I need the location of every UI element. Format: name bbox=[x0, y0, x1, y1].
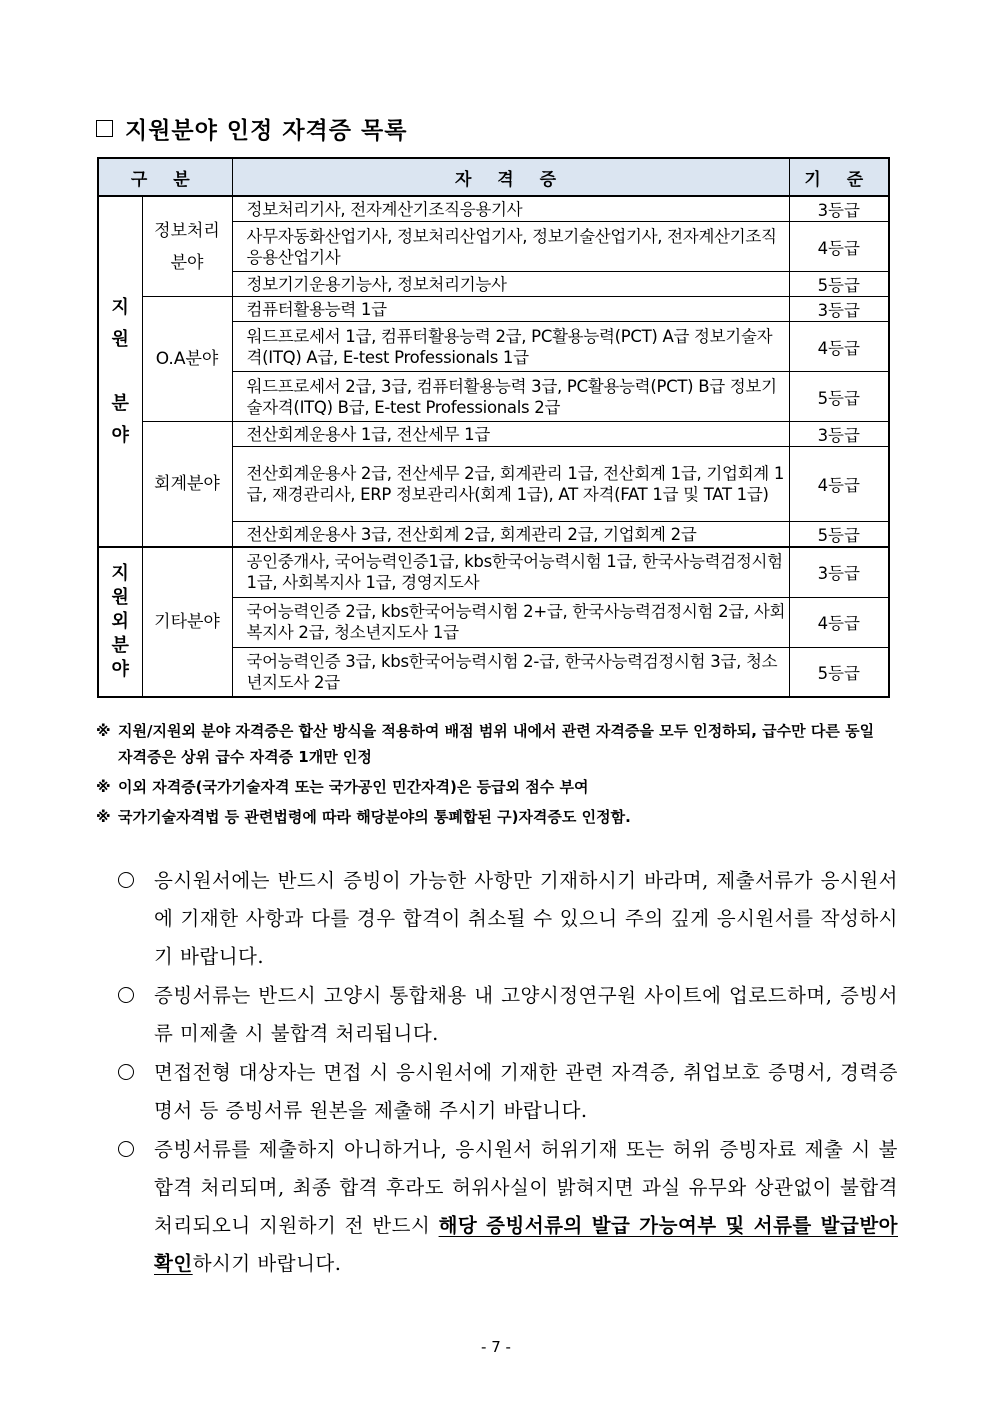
certificate-table bbox=[97, 157, 890, 698]
level-cell: 4등급 bbox=[789, 322, 889, 372]
group-char: 야 bbox=[111, 424, 129, 446]
group-support bbox=[98, 196, 142, 547]
circle-bullet-icon bbox=[118, 1064, 134, 1080]
table-header-row bbox=[98, 158, 889, 196]
group-char: 분 bbox=[111, 392, 129, 414]
cert-cell: 정보기기운용기능사, 정보처리기능사 bbox=[232, 272, 789, 297]
paragraph bbox=[118, 977, 898, 1053]
table-row bbox=[98, 422, 889, 447]
cert-cell: 국어능력인증 2급, kbs한국어능력시험 2+급, 한국사능력검정시험 2급, 사회복지사 2급, 청소년지도사 1급 bbox=[232, 597, 789, 647]
group-char: 원 bbox=[111, 587, 129, 608]
level-cell: 3등급 bbox=[789, 547, 889, 597]
reference-mark-icon: ※ bbox=[96, 808, 111, 826]
header-certificate: 자 격 증 bbox=[232, 158, 789, 196]
group-char: 원 bbox=[111, 328, 129, 350]
level-cell: 3등급 bbox=[789, 297, 889, 322]
table-row bbox=[98, 297, 889, 322]
checkbox-icon bbox=[96, 120, 113, 137]
cert-cell: 전산회계운용사 2급, 전산세무 2급, 회계관리 1급, 전산회계 1급, 기업회계 1급, 재경관리사, ERP 정보관리사(회계 1급), AT 자격(FAT 1급 및 TAT 1급) bbox=[232, 447, 789, 522]
paragraph-text: 응시원서에는 반드시 증빙이 가능한 사항만 기재하시기 바라며, 제출서류가 응시원서에 기재한 사항과 다를 경우 합격이 취소될 수 있으니 주의 깊게 응시원서를 작성하시기 바랍니다. bbox=[154, 869, 898, 968]
paragraph-text bbox=[118, 1131, 898, 1283]
circle-bullet-icon bbox=[118, 1141, 134, 1157]
sub-oa: O.A분야 bbox=[142, 297, 232, 422]
sub-acct: 회계분야 bbox=[142, 422, 232, 548]
cert-cell: 공인중개사, 국어능력인증1급, kbs한국어능력시험 1급, 한국사능력검정시험 1급, 사회복지사 1급, 경영지도사 bbox=[232, 547, 789, 597]
table-row bbox=[98, 547, 889, 597]
level-cell: 5등급 bbox=[789, 372, 889, 422]
level-cell: 5등급 bbox=[789, 522, 889, 548]
note-text: 국가기술자격법 등 관련법령에 따라 해당분야의 통폐합된 구)자격증도 인정함. bbox=[118, 808, 631, 826]
page-number: - 7 - bbox=[481, 1338, 511, 1356]
cert-cell: 워드프로세서 2급, 3급, 컴퓨터활용능력 3급, PC활용능력(PCT) B급 정보기술자격(ITQ) B급, E-test Professionals 2급 bbox=[232, 372, 789, 422]
group-other bbox=[98, 547, 142, 697]
paragraph-text-before: 증빙서류를 제출하지 아니하거나, 응시원서 허위기재 또는 허위 증빙자료 제출 시 불합격 처리되며, 최종 합격 후라도 허위사실이 밝혀지면 과실 유무와 상관없이 불합격 처리되오니 지원하기 전 반드시 bbox=[154, 1138, 898, 1237]
section-title-text: 지원분야 인정 자격증 목록 bbox=[125, 118, 408, 144]
group-char: 외 bbox=[111, 611, 129, 632]
header-category: 구 분 bbox=[98, 158, 232, 196]
group-char: 분 bbox=[111, 635, 129, 656]
highlighted-text: 해당 증빙서류의 발급 가능여부 및 서류를 발급받아 확인 bbox=[154, 1214, 898, 1275]
level-cell: 5등급 bbox=[789, 647, 889, 697]
paragraph bbox=[118, 1131, 898, 1283]
group-char: 지 bbox=[111, 563, 129, 584]
sub-info bbox=[142, 196, 232, 297]
sub-info-line: 정보처리 bbox=[154, 220, 220, 241]
circle-bullet-icon bbox=[118, 872, 134, 888]
reference-mark-icon: ※ bbox=[96, 778, 111, 796]
section-title bbox=[96, 112, 407, 145]
group-char: 야 bbox=[111, 659, 129, 680]
cert-cell: 국어능력인증 3급, kbs한국어능력시험 2-급, 한국사능력검정시험 3급, 청소년지도사 2급 bbox=[232, 647, 789, 697]
cert-cell: 정보처리기사, 전자계산기조직응용기사 bbox=[232, 196, 789, 222]
level-cell: 3등급 bbox=[789, 196, 889, 222]
notes bbox=[96, 718, 886, 834]
paragraph bbox=[118, 1054, 898, 1130]
level-cell: 4등급 bbox=[789, 597, 889, 647]
note-item bbox=[96, 774, 886, 800]
level-cell: 4등급 bbox=[789, 447, 889, 522]
note-item bbox=[96, 804, 886, 830]
sub-etc: 기타분야 bbox=[142, 547, 232, 697]
level-cell: 3등급 bbox=[789, 422, 889, 447]
circle-bullet-icon bbox=[118, 987, 134, 1003]
group-char: 지 bbox=[111, 296, 129, 318]
header-level: 기 준 bbox=[789, 158, 889, 196]
level-cell: 5등급 bbox=[789, 272, 889, 297]
level-cell: 4등급 bbox=[789, 222, 889, 272]
cert-cell: 사무자동화산업기사, 정보처리산업기사, 정보기술산업기사, 전자계산기조직응용산업기사 bbox=[232, 222, 789, 272]
cert-cell: 워드프로세서 1급, 컴퓨터활용능력 2급, PC활용능력(PCT) A급 정보기술자격(ITQ) A급, E-test Professionals 1급 bbox=[232, 322, 789, 372]
paragraph-text-after: 하시기 바랍니다. bbox=[192, 1252, 342, 1275]
reference-mark-icon: ※ bbox=[96, 722, 111, 740]
table-row bbox=[98, 196, 889, 222]
note-text: 지원/지원외 분야 자격증은 합산 방식을 적용하여 배점 범위 내에서 관련 자격증을 모두 인정하되, 급수만 다른 동일 자격증은 상위 급수 자격증 1개만 인정 bbox=[118, 722, 875, 766]
paragraph-text: 증빙서류는 반드시 고양시 통합채용 내 고양시정연구원 사이트에 업로드하며, 증빙서류 미제출 시 불합격 처리됩니다. bbox=[154, 984, 898, 1045]
sub-info-line: 분야 bbox=[170, 252, 204, 273]
cert-cell: 전산회계운용사 3급, 전산회계 2급, 회계관리 2급, 기업회계 2급 bbox=[232, 522, 789, 548]
note-text: 이외 자격증(국가기술자격 또는 국가공인 민간자격)은 등급외 점수 부여 bbox=[118, 778, 589, 796]
paragraph-text: 면접전형 대상자는 면접 시 응시원서에 기재한 관련 자격증, 취업보호 증명서, 경력증명서 등 증빙서류 원본을 제출해 주시기 바랍니다. bbox=[154, 1061, 898, 1122]
note-item bbox=[96, 718, 886, 770]
cert-cell: 컴퓨터활용능력 1급 bbox=[232, 297, 789, 322]
cert-cell: 전산회계운용사 1급, 전산세무 1급 bbox=[232, 422, 789, 447]
paragraph bbox=[118, 862, 898, 976]
